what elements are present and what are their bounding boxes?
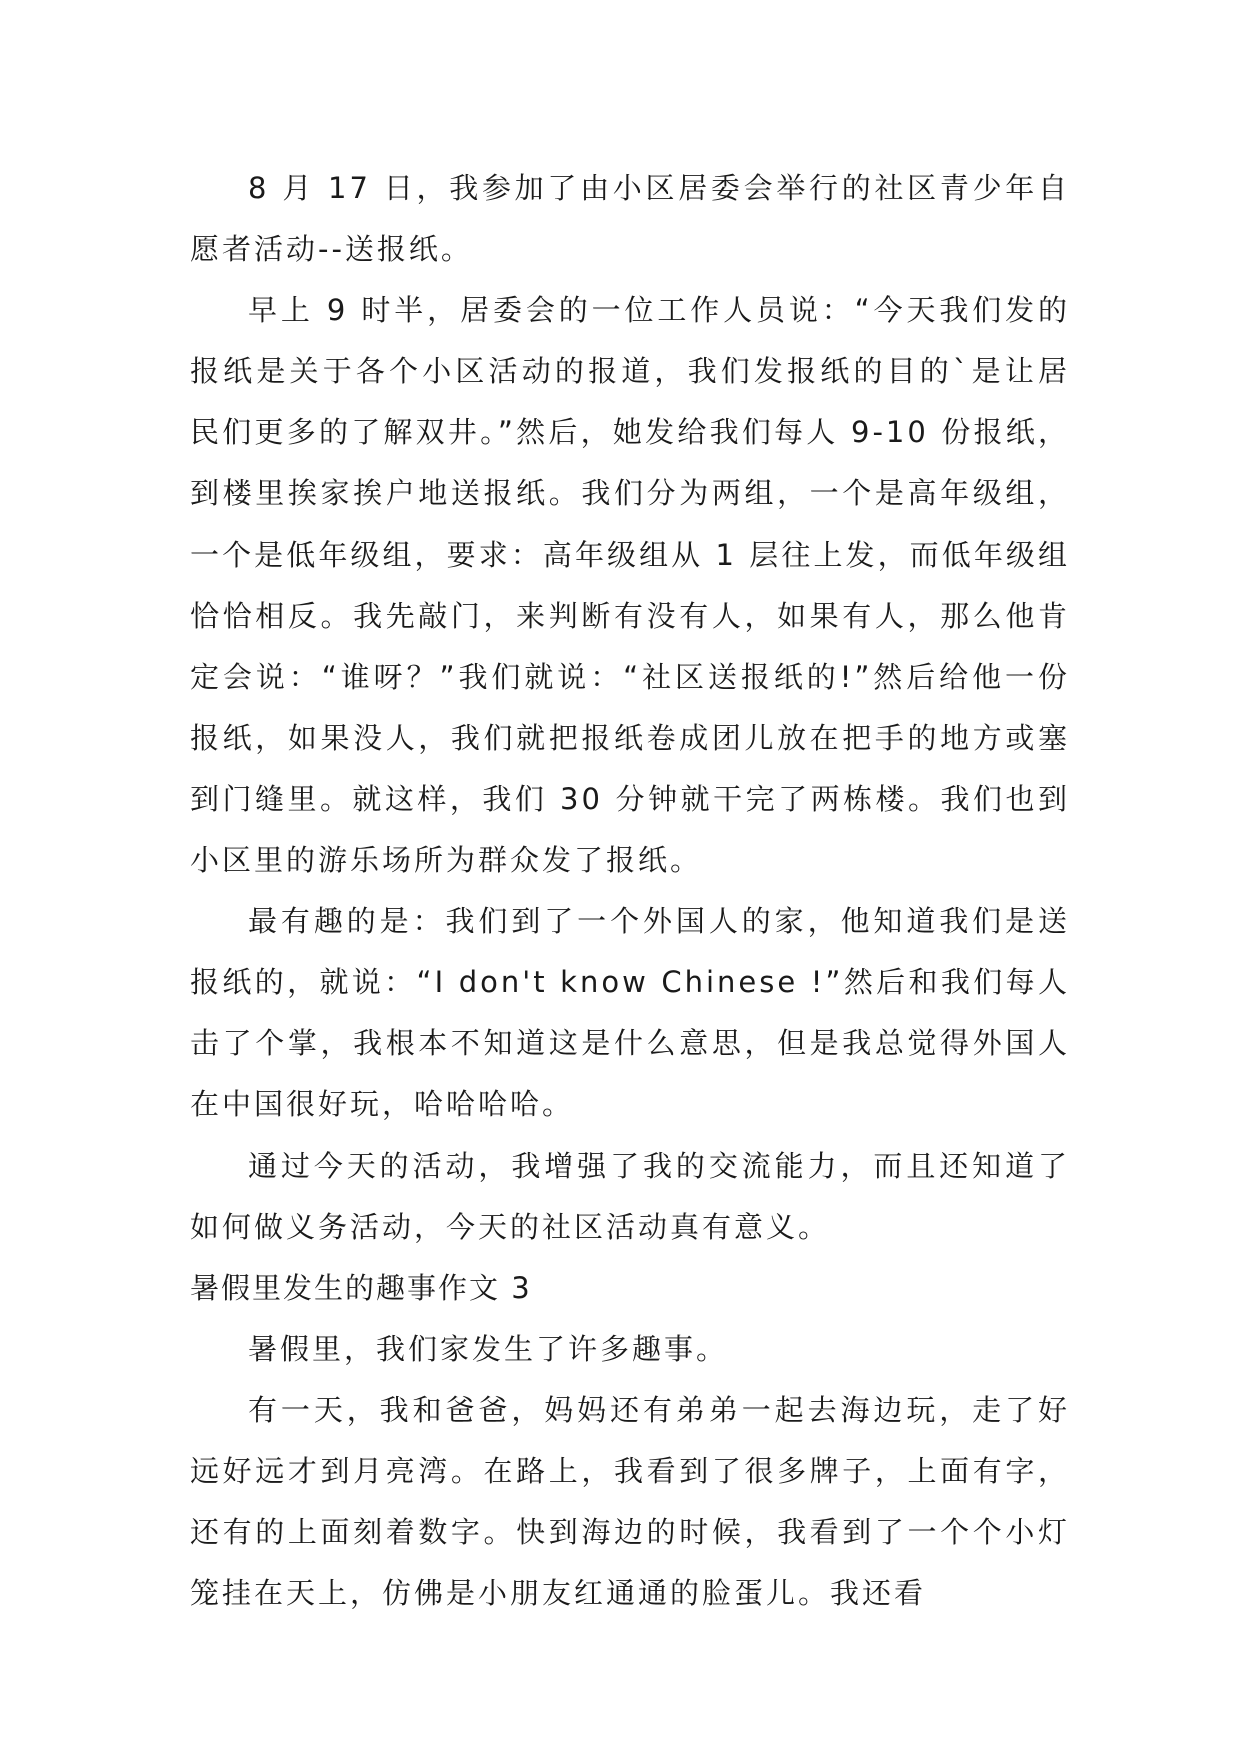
paragraph-conclusion: 通过今天的活动，我增强了我的交流能力，而且还知道了如何做义务活动，今天的社区活动真有意义。 (190, 1148, 1070, 1244)
paragraph-morning: 早上 9 时半，居委会的一位工作人员说：“今天我们发的报纸是关于各个小区活动的报道，我们发报纸的目的`是让居民们更多的了解双井。”然后，她发给我们每人 9-10 份报纸，到楼里挨家挨户地送报纸。我们分为两组，一个是高年级组，一个是低年级组，要求：高年级组从 1 层往上发，而低年级组恰恰相反。我先敲门，来判断有没有人，如果有人，那么他肯定会说：“谁呀？”我们就说：“社区送报纸的!”然后给他一份报纸，如果没人，我们就把报纸卷成团儿放在把手的地方或塞到门缝里。就这样，我们 30 分钟就干完了两栋楼。我们也到小区里的游乐场所为群众发了报纸。 (190, 293, 1070, 878)
paragraph-intro: 8 月 17 日，我参加了由小区居委会举行的社区青少年自愿者活动--送报纸。 (190, 171, 1070, 267)
paragraph-summer: 暑假里，我们家发生了许多趣事。 (248, 1331, 729, 1366)
paragraph-seaside: 有一天，我和爸爸，妈妈还有弟弟一起去海边玩，走了好远好远才到月亮湾。在路上，我看到了很多牌子，上面有字，还有的上面刻着数字。快到海边的时候，我看到了一个个小灯笼挂在天上，仿佛是小朋友红通通的脸蛋儿。我还看 (190, 1392, 1070, 1611)
section-title: 暑假里发生的趣事作文 3 (190, 1270, 532, 1305)
document-page (190, 158, 1070, 1624)
paragraph-funniest: 最有趣的是：我们到了一个外国人的家，他知道我们是送报纸的，就说：“I don't know Chinese !”然后和我们每人击了个掌，我根本不知道这是什么意思，但是我总觉得外国人在中国很好玩，哈哈哈哈。 (190, 904, 1070, 1122)
